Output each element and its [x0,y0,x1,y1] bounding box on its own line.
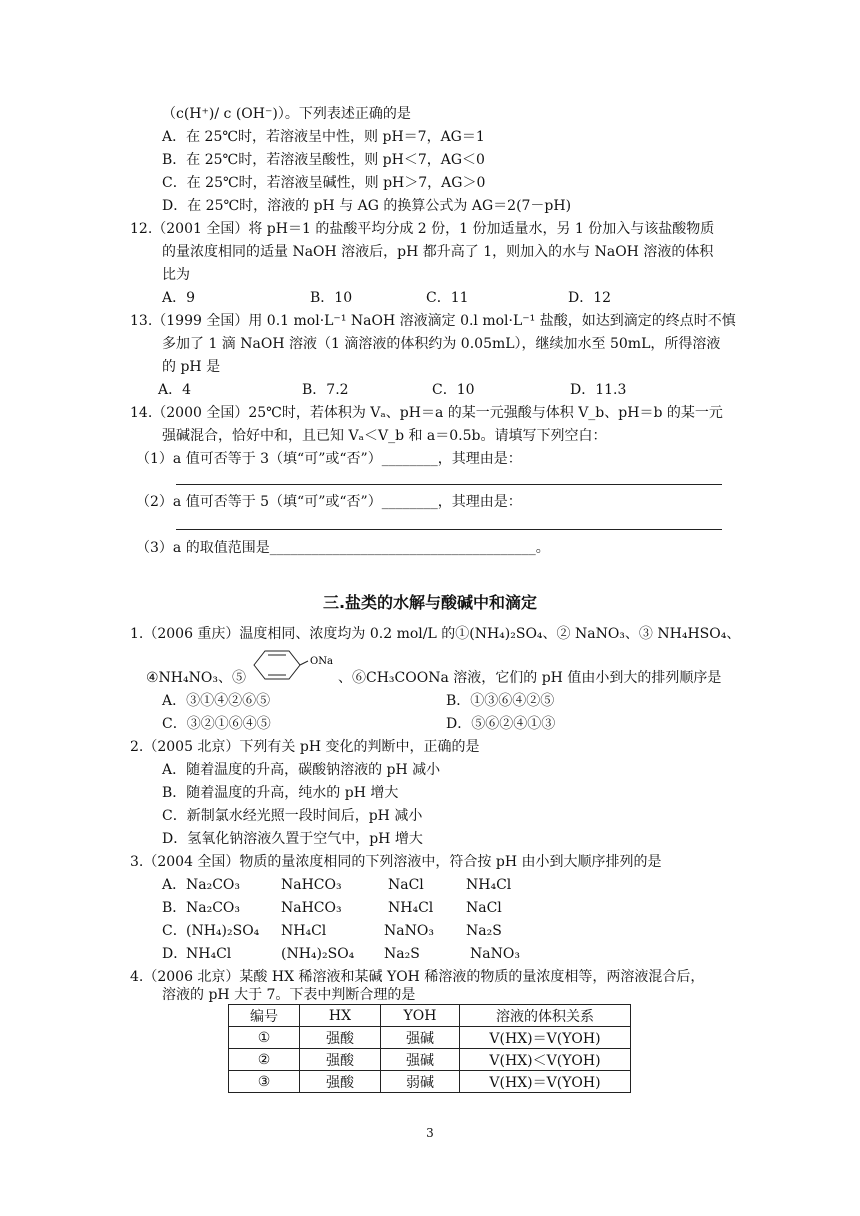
q14-part-1: （1）a 值可否等于 3（填“可”或“否”）________，其理由是： [136,451,522,467]
s3-option-c-item: Na₂S [466,923,502,939]
answer-line-2 [176,529,722,530]
q14-stem: 14.（2000 全国）25℃时，若体积为 Vₐ、pH＝a 的某一元强酸与体积 V_b、pH＝b 的某一元 [130,405,723,421]
s3-option-b-item: NH₄Cl [388,900,434,916]
answer-line-1 [176,484,722,485]
s4-stem-2: 溶液的 pH 大于 7。下表中判断合理的是 [162,987,416,1003]
s1-stem-2-left: ④NH₄NO₃、⑤ [146,670,246,686]
table-cell: ③ [229,1071,300,1093]
s2-option-a: A．随着温度的升高，碳酸钠溶液的 pH 减小 [162,762,441,778]
table-row [229,1027,631,1049]
ona-label: ONa [310,656,333,667]
table-cell: 强碱 [381,1027,460,1049]
s3-option-c-item: (NH₄)₂SO₄ [186,923,260,939]
s1-option-c: C．③②①⑥④⑤ [162,716,271,732]
q12-stem-2: 的量浓度相同的适量 NaOH 溶液后，pH 都升高了 1，则加入的水与 NaOH 溶液的体积 [162,244,714,260]
table-row [229,1071,631,1093]
table-header: YOH [381,1005,460,1027]
s3-option-c-label: C． [162,923,187,939]
table-cell: 弱碱 [381,1071,460,1093]
s1-option-b: B．①③⑥④②⑤ [446,693,555,709]
s3-option-b-label: B． [162,900,187,916]
s3-option-c-item: NaNO₃ [384,923,434,939]
s3-option-c-item: NH₄Cl [281,923,327,939]
s4-stem: 4.（2006 北京）某酸 HX 稀溶液和某碱 YOH 稀溶液的物质的量浓度相等，两溶液混合后， [130,969,705,985]
q13-option-c: C．10 [432,382,475,398]
q11-option-d: D．在 25℃时，溶液的 pH 与 AG 的换算公式为 AG＝2(7－pH) [162,198,572,214]
s3-option-d-label: D． [162,946,188,962]
table-cell: ② [229,1049,300,1071]
page-number: 3 [426,1126,434,1140]
s3-option-d-item: Na₂S [384,946,420,962]
s1-stem: 1.（2006 重庆）温度相同、浓度均为 0.2 mol/L 的①(NH₄)₂SO₄、② NaNO₃、③ NH₄HSO₄、 [130,626,741,642]
q14-stem-2: 强碱混合，恰好中和，且已知 Vₐ＜V_b 和 a＝0.5b。请填写下列空白： [162,428,607,444]
table-cell: 强碱 [381,1049,460,1071]
judgment-table [228,1004,631,1093]
s3-option-a-item: Na₂CO₃ [186,877,241,893]
s2-option-b: B．随着温度的升高，纯水的 pH 增大 [162,785,399,801]
s1-option-d: D．⑤⑥②④①③ [446,716,556,732]
table-header-row [229,1005,631,1027]
q12-option-b: B．10 [310,290,353,306]
s2-stem: 2.（2005 北京）下列有关 pH 变化的判断中，正确的是 [130,739,480,755]
q12-stem: 12.（2001 全国）将 pH＝1 的盐酸平均分成 2 份，1 份加适量水，另 1 份加入与该盐酸物质 [130,221,715,237]
s3-option-a-item: NaCl [388,877,424,893]
s3-option-a-item: NH₄Cl [466,877,512,893]
table-header: HX [300,1005,381,1027]
sodium-phenoxide-structure [248,648,338,688]
s3-option-a-label: A． [162,877,187,893]
q13-option-d: D．11.3 [570,382,627,398]
s1-option-a: A．③①④②⑥⑤ [162,693,271,709]
s3-option-d-item: (NH₄)₂SO₄ [281,946,355,962]
table-header: 编号 [229,1005,300,1027]
q14-part-2: （2）a 值可否等于 5（填“可”或“否”）________，其理由是： [136,494,522,510]
table-cell: ① [229,1027,300,1049]
q11-option-a: A．在 25℃时，若溶液呈中性，则 pH＝7，AG＝1 [162,129,485,145]
table-header: 溶液的体积关系 [460,1005,631,1027]
table-cell: 强酸 [300,1049,381,1071]
q14-part-3: （3）a 的取值范围是______________________________________。 [136,540,550,556]
table-cell: 强酸 [300,1071,381,1093]
s3-stem: 3.（2004 全国）物质的量浓度相同的下列溶液中，符合按 pH 由小到大顺序排列的是 [130,854,662,870]
section-heading: 三.盐类的水解与酸碱中和滴定 [322,593,538,612]
s1-stem-2-right: 、⑥CH₃COONa 溶液，它们的 pH 值由小到大的排列顺序是 [338,670,722,686]
q12-stem-3: 比为 [162,267,190,283]
q11-option-c: C．在 25℃时，若溶液呈碱性，则 pH＞7，AG＞0 [162,175,486,191]
s3-option-b-item: NaHCO₃ [281,900,342,916]
q13-stem-2: 多加了 1 滴 NaOH 溶液（1 滴溶液的体积约为 0.05mL），继续加水至 50mL，所得溶液 [162,336,721,352]
s3-option-d-item: NH₄Cl [186,946,232,962]
q13-stem-3: 的 pH 是 [162,359,221,375]
q11-stem-end: （c(H⁺)/ c (OH⁻)）。下列表述正确的是 [162,106,411,122]
s3-option-b-item: Na₂CO₃ [186,900,241,916]
q12-option-c: C．11 [426,290,469,306]
q12-option-d: D．12 [568,290,612,306]
q12-option-a: A．9 [162,290,196,306]
q11-option-b: B．在 25℃时，若溶液呈酸性，则 pH＜7，AG＜0 [162,152,485,168]
table-cell: 强酸 [300,1027,381,1049]
q13-option-a: A．4 [158,382,192,398]
s3-option-a-item: NaHCO₃ [281,877,342,893]
s3-option-d-item: NaNO₃ [470,946,520,962]
table-row [229,1049,631,1071]
q13-option-b: B．7.2 [302,382,349,398]
q13-stem: 13.（1999 全国）用 0.1 mol·L⁻¹ NaOH 溶液滴定 0.l mol·L⁻¹ 盐酸，如达到滴定的终点时不慎 [130,313,736,329]
table-cell: V(HX)＜V(YOH) [460,1049,631,1071]
table-cell: V(HX)＝V(YOH) [460,1071,631,1093]
s2-option-c: C．新制氯水经光照一段时间后，pH 减小 [162,808,423,824]
table-cell: V(HX)＝V(YOH) [460,1027,631,1049]
s2-option-d: D．氢氧化钠溶液久置于空气中，pH 增大 [162,831,423,847]
s3-option-b-item: NaCl [466,900,502,916]
